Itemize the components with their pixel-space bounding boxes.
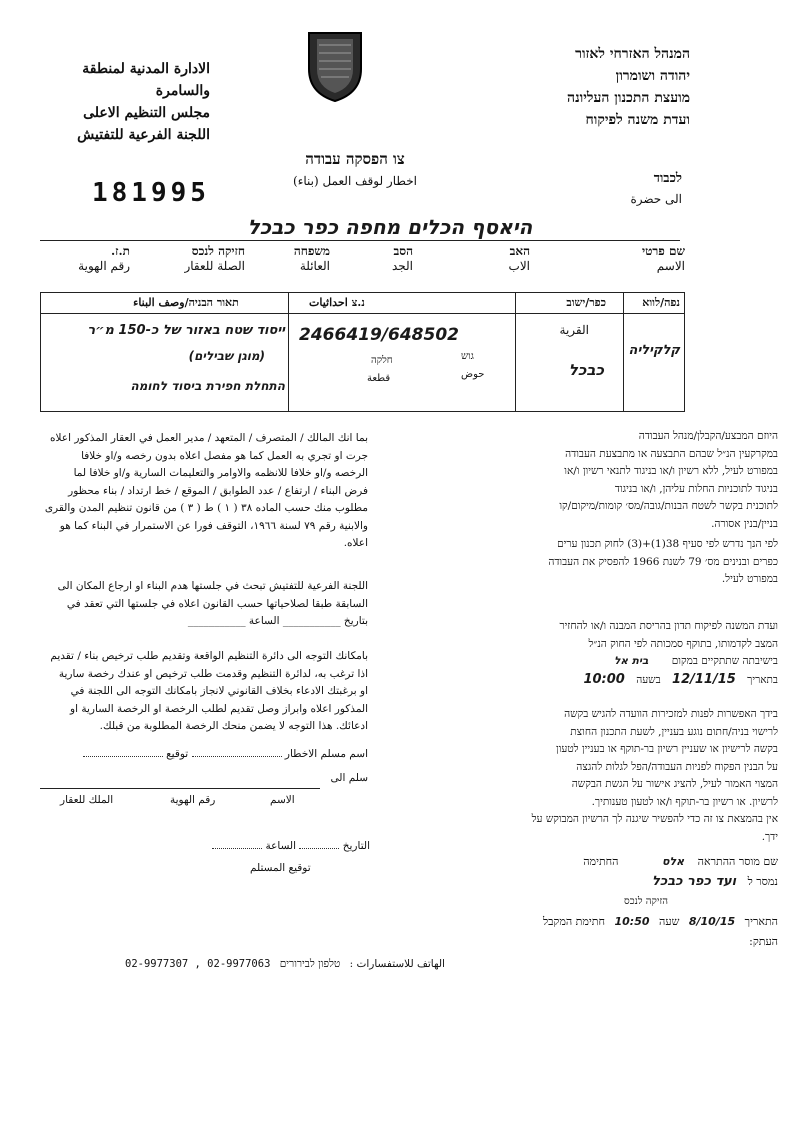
hebrew-signatures bbox=[438, 852, 778, 952]
he-body-2-line: כפרים ובנינים מס׳ 79 לשנת 1966 להפסיק את העבודה bbox=[548, 555, 778, 568]
field-family-he: משפחה bbox=[293, 244, 330, 258]
he-receiver-label: נמסר ל bbox=[747, 875, 778, 888]
he-meeting-place-row bbox=[438, 653, 778, 671]
district-label: נפה/לווא bbox=[642, 296, 680, 309]
he-body-4-line: לרשיון. או רשיון בר-תוקף ו/או לטעון טענותיך. bbox=[591, 795, 778, 808]
header-he-line-4: ועדת משנה לפיקוח bbox=[585, 112, 690, 128]
header-he-line-2: יהודה ושומרון bbox=[615, 68, 690, 84]
he-body-4-line: המצוי האמור לעיל, להציג אישור על הגשת הבקשה bbox=[571, 778, 778, 790]
recipient-label-ar: الى حضرة bbox=[630, 192, 682, 206]
ar-time-label: الساعة bbox=[265, 840, 297, 852]
ar-body-1-line: جرت او تجري به العمل كما هو مفصل اعلاه بدون رخصه و/او خلافا bbox=[81, 449, 368, 462]
emblem-icon bbox=[295, 25, 375, 105]
he-body-4-line: בידך האפשרות לפנות למזכירות הוועדה להגיש בקשה bbox=[564, 708, 778, 720]
field-first-name-ar: الاسم bbox=[656, 259, 685, 273]
table-col-rule-3 bbox=[288, 293, 289, 411]
he-issuer-value: אלס bbox=[662, 855, 685, 868]
location-table bbox=[40, 292, 685, 412]
coords-value: 2466419/648502 bbox=[299, 325, 459, 345]
he-body-1-line: לתוכנית בקשר לשטח הבנות/גובה/מס׳ קומות/מיקום/קו bbox=[559, 500, 778, 512]
footer-label-he: טלפון לבירורים bbox=[279, 958, 341, 970]
ar-delivered-to-label: سلم الى bbox=[330, 772, 368, 784]
ar-time-blank bbox=[212, 848, 262, 849]
ar-body-2-line: بتاريخ ___________ الساعة ___________ bbox=[187, 615, 368, 627]
ar-deliverer-label: اسم مسلم الاخطار bbox=[284, 748, 368, 760]
header-he-line-1: המנהל האזרחי לאזור bbox=[575, 46, 690, 62]
title-arabic: اخطار لوقف العمل (بناء) bbox=[293, 174, 417, 188]
he-body-3-line: המצב לקדמותו, בתוקף סמכותה לפי החוק הנ״ל bbox=[588, 637, 778, 650]
header-ar-line-3: مجلس التنظيم الاعلى bbox=[83, 105, 210, 121]
hebrew-body-1 bbox=[438, 428, 778, 533]
title-hebrew: צו הפסקה עבודה bbox=[305, 150, 405, 168]
ar-name-label: الاسم bbox=[270, 794, 295, 806]
ar-body-2-line: السابقة طبقا لصلاحياتها حسب القانون اعلاه في جلستها التي تعقد في bbox=[66, 597, 368, 610]
he-body-4-line: ידך. bbox=[761, 830, 778, 843]
arabic-body-1 bbox=[28, 430, 368, 553]
footer-label-ar: الهاتف للاستفسارات : bbox=[349, 958, 445, 970]
header-ar-line-4: اللجنة الفرعية للتفتيش bbox=[77, 127, 210, 143]
he-body-2-line: במפורט לעיל. bbox=[721, 573, 778, 585]
he-body-1-line: במקרקעין הנ״ל שבהם התבצעה או מתבצעת העבודה bbox=[565, 447, 778, 460]
he-body-1-line: בניגוד לתוכניות החלות עליהן, ו/או בניגוד bbox=[614, 482, 778, 495]
header-arabic bbox=[30, 58, 210, 146]
ar-date-row bbox=[150, 840, 370, 852]
ar-sign-label: توقيع bbox=[166, 748, 189, 760]
village-label-ar: القرية bbox=[559, 323, 589, 337]
ar-body-3-line: المذكور اعلاه وابراز وصل تقديم لطلب الرخصة او الرخصة السارية او bbox=[70, 702, 368, 715]
field-grandfather bbox=[353, 244, 413, 273]
village-value: כבכל bbox=[568, 361, 604, 379]
table-col-rule-2 bbox=[515, 293, 516, 411]
field-relation bbox=[155, 244, 245, 273]
ar-body-1-line: اعلاه. bbox=[343, 537, 368, 549]
header-hebrew bbox=[460, 43, 690, 131]
he-date-value: 8/10/15 bbox=[688, 915, 736, 928]
building-desc-line-2: (מוגן שבילים) bbox=[188, 349, 265, 363]
he-relation-label: הזיקה לנכס bbox=[624, 896, 668, 907]
he-receiver-value: ועד כפר כבכל bbox=[652, 874, 737, 889]
he-meeting-time-label: בשעה bbox=[636, 673, 661, 686]
building-desc-line-1: ייסוד שטח באזור של כ-150 מ״ר bbox=[87, 323, 285, 338]
ar-body-3-line: بامكانك التوجه الى دائرة التنظيم الواقعة وتقديم طلب ترخيص بناء / تقديم bbox=[50, 650, 368, 662]
he-copy-label: העתק: bbox=[749, 935, 778, 948]
he-body-3-line: ועדת המשנה לפיקוח תדון בהריסת המבנה ו/או להחזיר bbox=[559, 620, 778, 632]
field-id-he: ת.ז. bbox=[110, 244, 130, 258]
recipient-underline bbox=[40, 240, 680, 241]
ar-deliverer-blank bbox=[192, 756, 282, 757]
ar-body-2-line: اللجنة الفرعية للتفتيش تبحث في جلستها هدم البناء او ارجاع المكان الى bbox=[57, 580, 368, 592]
table-col-rule-1 bbox=[623, 293, 624, 411]
ar-deliverer-row bbox=[28, 748, 368, 760]
he-meeting-place-value: בית אל bbox=[614, 655, 649, 667]
he-body-4-line: אין בהמצאת צו זה כדי להפשיר שיגנה לך הרשיון המבוקש על bbox=[531, 813, 778, 825]
arabic-body-3 bbox=[28, 648, 368, 736]
ar-body-1-line: والابنية رقم ٧٩ لسنة ١٩٦٦، التوقف فورا عن الاستمرار في البناء كما هو bbox=[59, 519, 368, 532]
table-header-rule bbox=[41, 313, 684, 314]
ar-body-3-line: او برغبتك الادعاء بخلاف القانوني لانجاز بامكانك التوجه الى اللجنة في bbox=[70, 685, 368, 697]
field-grandfather-ar: الجد bbox=[391, 259, 413, 273]
district-value: קלקיליה bbox=[628, 343, 680, 358]
block-label-he: גוש bbox=[461, 351, 474, 362]
hebrew-body-4 bbox=[438, 706, 778, 846]
block-label-ar: حوض bbox=[461, 369, 485, 380]
he-body-4-line: לרישוי בניה/חתום נוגע בעניין, לשעת התכנון החוצת bbox=[570, 725, 778, 738]
ar-body-1-line: بما انك المالك / المتصرف / المتعهد / مدير العمل في العقار المذكور اعلاه bbox=[50, 432, 368, 444]
footer-phones: 02-9977307 , 02-9977063 bbox=[125, 958, 271, 970]
field-relation-ar: الصلة للعقار bbox=[184, 259, 245, 273]
ar-body-1-line: فرض البناء / ارتفاع / عدد الطوابق / الموقع / خط ارتداد / بناء محظور bbox=[68, 484, 368, 497]
ar-relation-label: الملك للعقار bbox=[60, 794, 114, 806]
he-date-label: התאריך bbox=[744, 915, 778, 928]
field-id bbox=[50, 244, 130, 273]
field-grandfather-he: הסב bbox=[393, 244, 413, 258]
ar-body-1-line: الرخصه و/او خلافا للانظمه والاوامر والتعليمات السارية و/او خلافا لما bbox=[73, 467, 368, 479]
field-father-ar: الاب bbox=[508, 259, 530, 273]
ar-date-blank bbox=[299, 848, 339, 849]
he-receiver-row bbox=[438, 872, 778, 892]
parcel-label-he: חלקה bbox=[371, 355, 393, 366]
hebrew-body-2 bbox=[438, 536, 778, 589]
he-meeting-date-label: בתאריך bbox=[747, 673, 778, 686]
ar-date-label: التاريخ bbox=[342, 840, 370, 852]
header-ar-line-2: والسامرة bbox=[155, 83, 210, 99]
field-first-name bbox=[605, 244, 685, 273]
he-date-row bbox=[438, 912, 778, 932]
ar-body-3-line: ادعائك. هذا التوجه لا يضمن منحك الرخصة المطلوبة من قبلك. bbox=[99, 720, 368, 732]
he-meeting-place-label: בישיבתה שתתקיים במקום bbox=[671, 655, 778, 667]
footer bbox=[125, 958, 485, 970]
he-body-1-line: בניין/בנין אסורה. bbox=[711, 517, 778, 530]
field-father-he: האב bbox=[509, 244, 530, 258]
field-first-name-he: שם פרטי bbox=[642, 244, 685, 258]
he-issuer-row bbox=[438, 852, 778, 872]
field-relation-he: חזיקה לנכס bbox=[191, 244, 245, 258]
he-body-1-line: במפורט לעיל, ללא רשיון ו/או בניגוד לתנאי רשיון ו/או bbox=[564, 465, 778, 477]
he-meeting-time-value: 10:00 bbox=[583, 671, 625, 687]
recipient-label-he: לכבוד bbox=[653, 171, 682, 186]
he-issuer-label: שם מוסר ההתראה bbox=[697, 855, 778, 868]
person-fields-row bbox=[40, 244, 685, 280]
header-ar-line-1: الادارة المدنية لمنطقة bbox=[82, 61, 210, 77]
ar-body-1-line: مطلوب منك حسب الماده ٣٨ ( ١ ) ط ( ٣ ) من قانون تنظيم المدن والقرى bbox=[44, 502, 368, 514]
header-he-line-3: מועצת התכנון העליונה bbox=[567, 90, 690, 106]
he-time-label: שעה bbox=[659, 915, 680, 928]
ar-id-label: رقم الهوية bbox=[170, 794, 216, 806]
hebrew-body-3 bbox=[438, 618, 778, 689]
field-family-ar: العائلة bbox=[299, 259, 330, 273]
recipient-handwritten: היאסף הכלים מחפה כפר כבכל bbox=[247, 215, 533, 239]
arabic-body-2 bbox=[28, 578, 368, 631]
building-desc-label: תאור הבניה/وصف البناء bbox=[133, 296, 239, 309]
he-signature-label: החתימה bbox=[583, 855, 619, 868]
village-label: כפר/ישוב bbox=[566, 296, 606, 309]
he-body-4-line: על הבנין הפקוח לפניות העבודה/הפל לגלות להגצה bbox=[576, 760, 778, 773]
he-body-2-line: לפי הנך נדרש לפי סעיף 38(1)+(3) לחוק תכנון ערים bbox=[557, 538, 778, 550]
coords-label: נ.צ احداثيات bbox=[309, 296, 365, 309]
ar-receiver-sign-label: توقيع المستلم bbox=[250, 862, 311, 874]
he-time-value: 10:50 bbox=[614, 915, 650, 928]
he-recv-sign-label: חתימת המקבל bbox=[542, 915, 605, 928]
he-meeting-date-value: 12/11/15 bbox=[672, 671, 736, 687]
he-body-1-line: היוזם המבצע/הקבלן/מנהל העבודה bbox=[638, 430, 778, 442]
serial-number: 181995 bbox=[92, 178, 210, 208]
he-meeting-date-row bbox=[438, 671, 778, 690]
field-family bbox=[260, 244, 330, 273]
field-father bbox=[470, 244, 530, 273]
building-desc-line-3: התחלת חפירת ביסוד לחומה bbox=[130, 379, 285, 393]
field-id-ar: رقم الهوية bbox=[78, 259, 130, 273]
ar-delivered-to-rule bbox=[40, 788, 320, 789]
ar-sign-blank bbox=[83, 756, 163, 757]
he-body-4-line: בקשה לרישיון או שעניין רשיון בר-תוקף או בעניין לטעון bbox=[556, 743, 778, 755]
ar-body-3-line: اذا ترغب به، لدائرة التنظيم وقدمت طلب ترخيص او عندك رخصة سارية bbox=[58, 667, 368, 680]
parcel-label-ar: قطعة bbox=[367, 373, 391, 384]
